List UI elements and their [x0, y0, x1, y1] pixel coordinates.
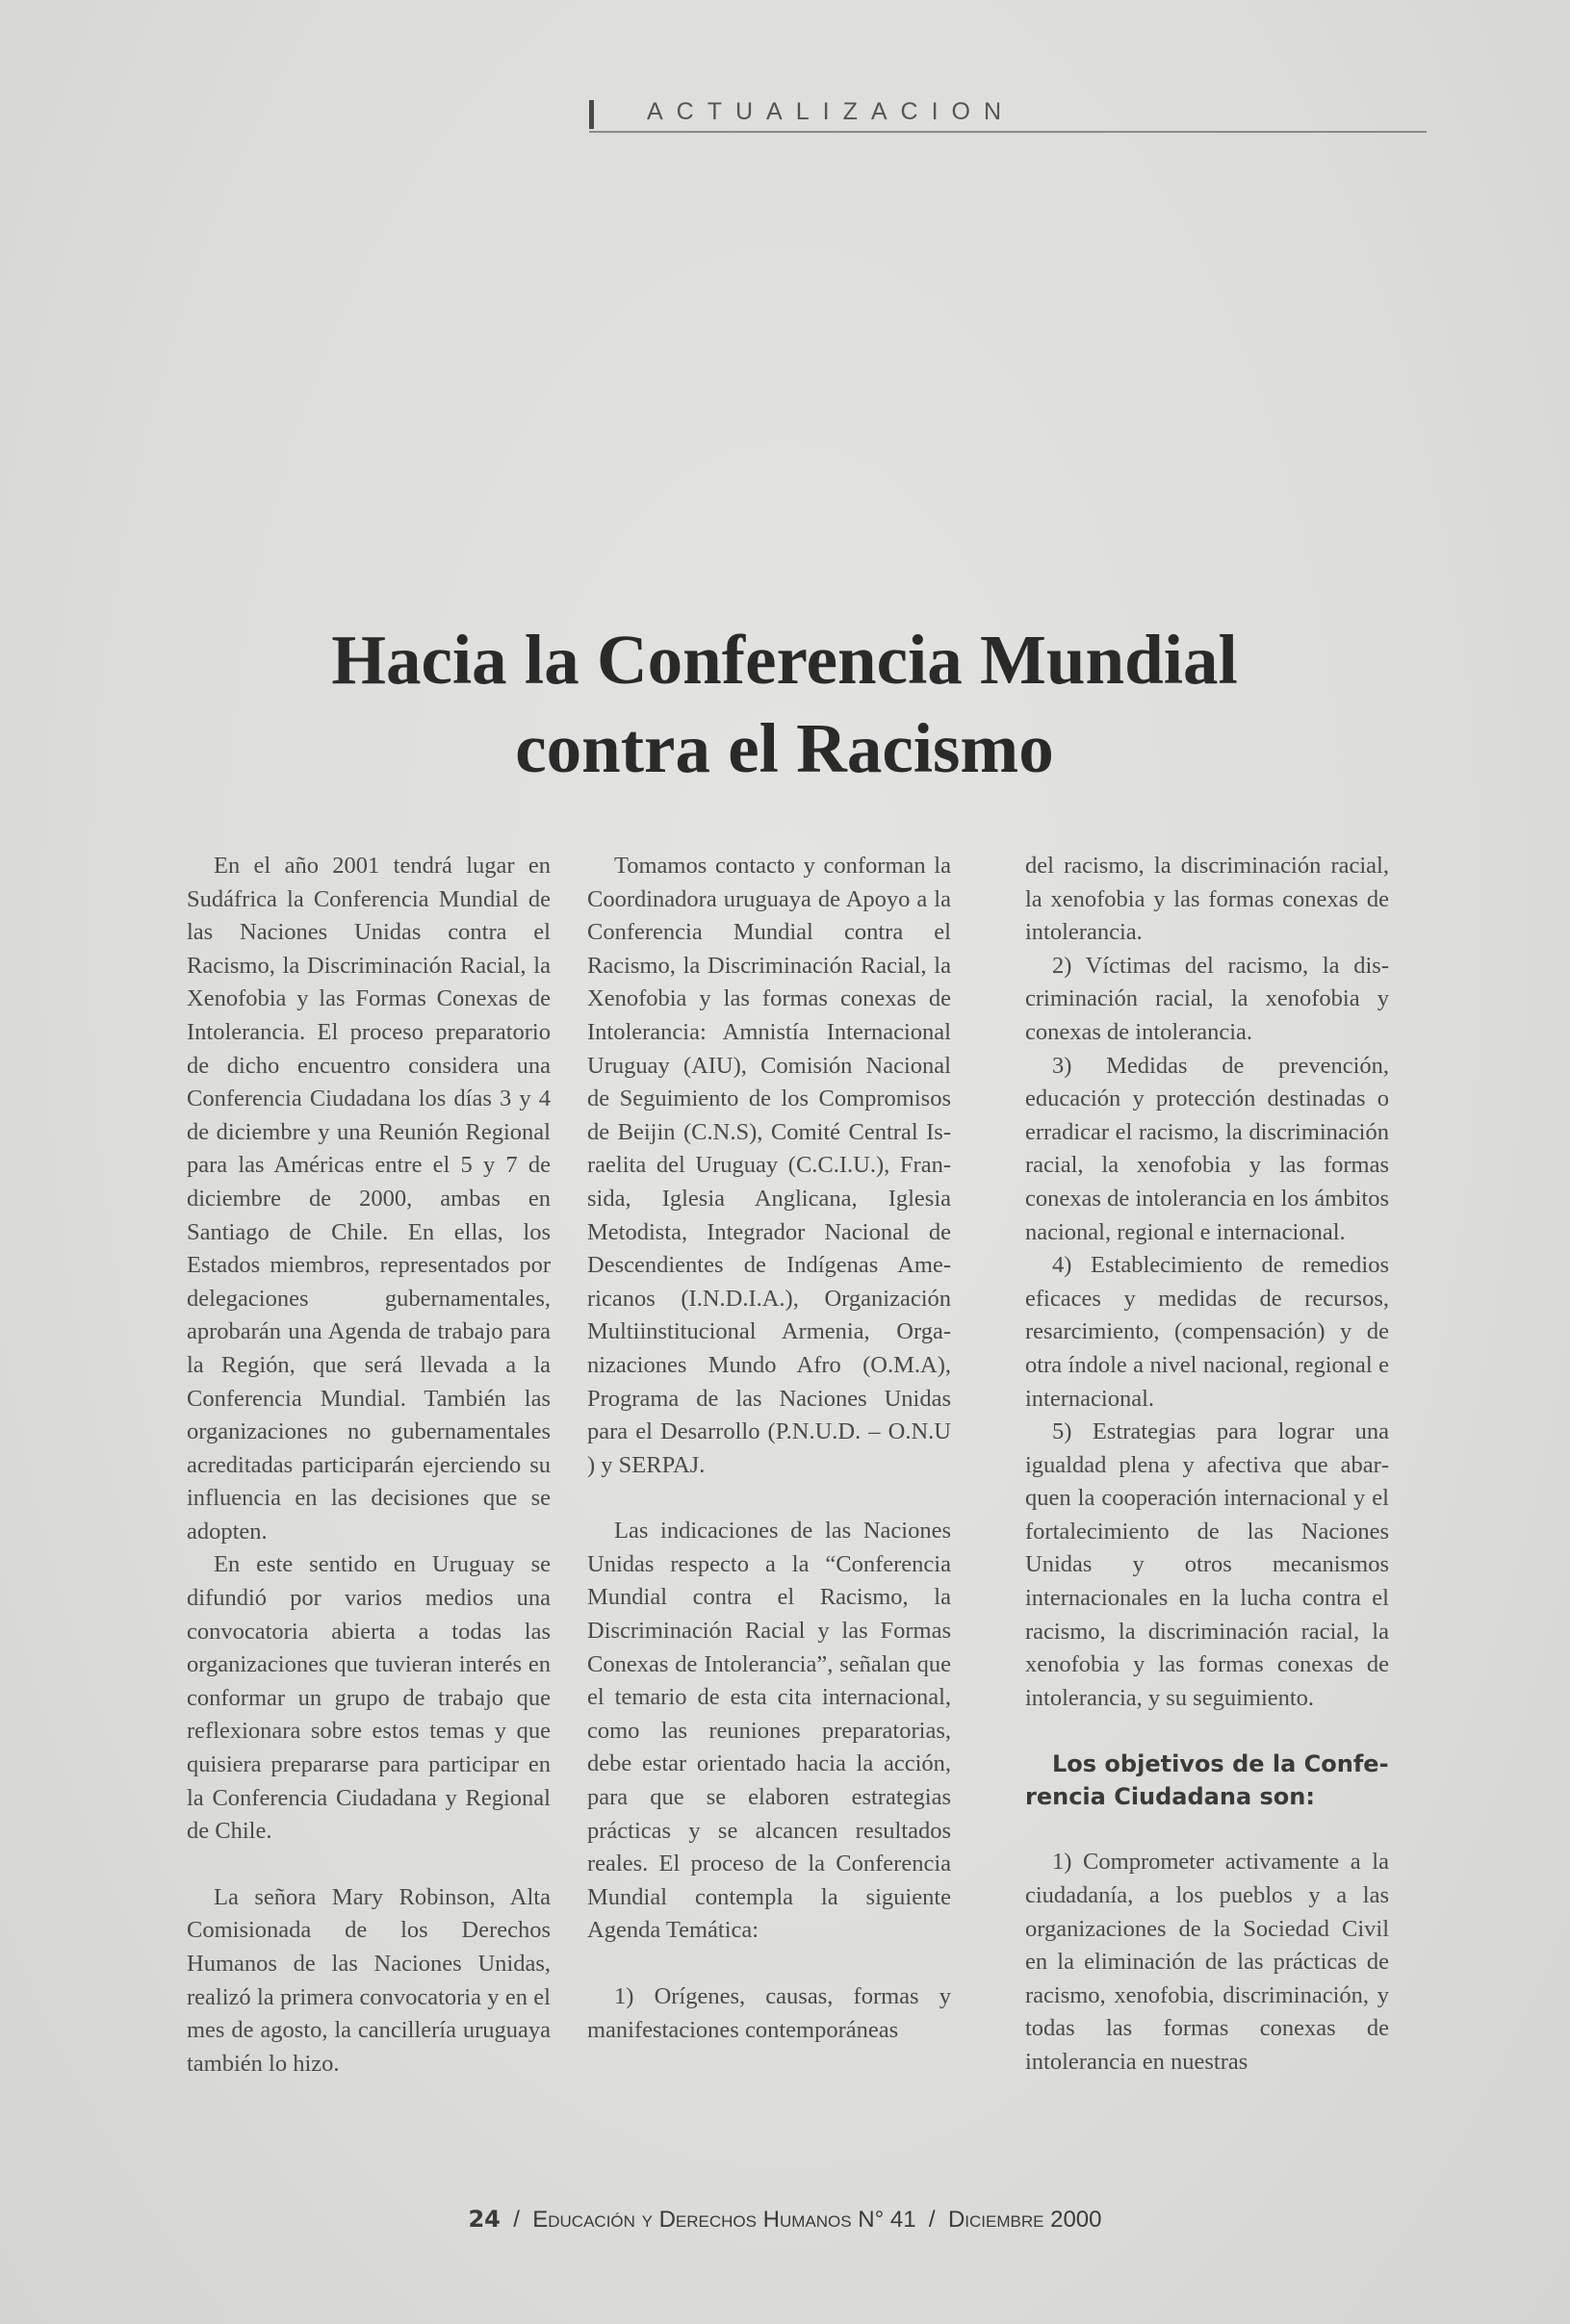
paragraph: 3) Medidas de prevención, educación y protección destinadas o erradicar el racismo, la discriminación racial, la xenofobia y las formas conexas de intolerancia en los ámbitos nacional, regional e internacional.: [1025, 1052, 1389, 1245]
issue-date: Diciembre 2000: [947, 2207, 1102, 2233]
paragraph: 2) Víctimas del racismo, la discriminación racial, la xenofobia y conexas de intolerancia.: [1025, 952, 1389, 1045]
paragraph: En el año 2001 tendrá lugar en Sudáfrica la Conferencia Mundial de las Naciones Unidas contra el Racismo, la Discriminación Racial, la Xenofobia y las Formas Conexas de Intolerancia. El proceso preparatorio de dicho encuentro considera una Conferencia Ciudadana los días 3 y 4 de diciembre y una Reunión Regional para las Américas entre el 5 y 7 de diciembre de 2000, ambas en Santiago de Chile. En ellas, los Estados miembros, representados por delegaciones gubernamentales, aprobarán una Agenda de trabajo para la Región, que será llevada a la Conferencia Mundial. También las organizaciones no gubernamentales acreditadas participarán ejerciendo su influencia en las decisiones que se adopten.: [187, 853, 551, 1545]
paragraph: 1) Orígenes, causas, formas y manifestaciones contemporáneas: [587, 1983, 951, 2043]
footer-separator: /: [513, 2207, 520, 2233]
text-column-1: [187, 850, 551, 2081]
paragraph: del racismo, la discriminación racial, la xenofobia y las formas conexas de intolerancia.: [1025, 853, 1389, 946]
paragraph: La señora Mary Robinson, Alta Comisionada de los Derechos Humanos de las Naciones Unidas, realizó la primera convocatoria y en el mes de agosto, la cancillería uruguaya también lo hizo.: [187, 1883, 551, 2077]
paragraph: 4) Establecimiento de remedios eficaces y medidas de recursos, resarcimiento, (compensación) y de otra índole a nivel nacional, regional e internacional.: [1025, 1252, 1389, 1412]
article-title-line-2: contra el Racismo: [515, 709, 1054, 787]
paragraph: 5) Estrategias para lograr una igualdad plena y afectiva que abarquen la cooperación internacional y el fortalecimiento de las Naciones Unidas y otros mecanismos internacionales en la lucha contra el racismo, la discriminación racial, la xenofobia y las formas conexas de intolerancia, y su seguimiento.: [1025, 1418, 1389, 1711]
section-header: [589, 92, 1427, 133]
text-column-2: [587, 850, 951, 2047]
section-marker-bar: [589, 100, 594, 129]
page-footer: [0, 2206, 1570, 2234]
text-column-3: [1025, 850, 1389, 2080]
paragraph: 1) Comprometer activamente a la ciudadanía, a los pueblos y a las organizaciones de la Sociedad Civil en la eliminación de las prácticas de racismo, xenofobia, discriminación, y todas las formas conexas de intolerancia en nuestras: [1025, 1849, 1389, 2075]
footer-separator: /: [928, 2207, 936, 2233]
section-label: ACTUALIZACION: [647, 98, 1016, 125]
paragraph: Tomamos contacto y conforman la Coordinadora uruguaya de Apoyo a la Conferencia Mundial contra el Racismo, la Discriminación Racial, la Xenofobia y las formas conexas de Intolerancia: Amnistía Internacional Uruguay (AIU), Comisión Nacional de Seguimiento de los Compromisos de Beijin (C.N.S), Comité Central Israelita del Uruguay (C.C.I.U.), Fransida, Iglesia Anglicana, Iglesia Metodista, Integrador Nacional de Descendientes de Indígenas Americanos (I.N.D.I.A.), Organización Multiinstitucional Armenia, Organizaciones Mundo Afro (O.M.A), Programa de las Naciones Unidas para el Desarrollo (P.N.U.D. – O.N.U ) y SERPAJ.: [587, 853, 951, 1478]
issue-number: N° 41: [858, 2207, 916, 2233]
paragraph: En este sentido en Uruguay se difundió por varios medios una convocatoria abierta a todas las organizaciones que tuvieran interés en conformar un grupo de trabajo que reflexionara sobre estos temas y que quisiera prepararse para participar en la Conferencia Ciudadana y Regional de Chile.: [187, 1551, 551, 1845]
article-title-line-1: Hacia la Conferencia Mundial: [331, 621, 1238, 699]
page-number: 24: [468, 2206, 501, 2233]
paragraph: Las indicaciones de las Naciones Unidas respecto a la “Conferencia Mundial contra el Racismo, la Discriminación Racial y las Formas Conexas de Intolerancia”, señalan que el temario de esta cita internacional, como las reuniones preparatorias, debe estar orientado hacia la acción, para que se elaboren estrategias prácticas y se alcancen resultados reales. El proceso de la Conferencia Mundial contempla la siguiente Agenda Temática:: [587, 1518, 951, 1944]
article-title: [135, 616, 1434, 793]
subheading: Los objetivos de la Conferencia Ciudadana son:: [1025, 1750, 1389, 1811]
publication-name: Educación y Derechos Humanos: [532, 2207, 852, 2233]
